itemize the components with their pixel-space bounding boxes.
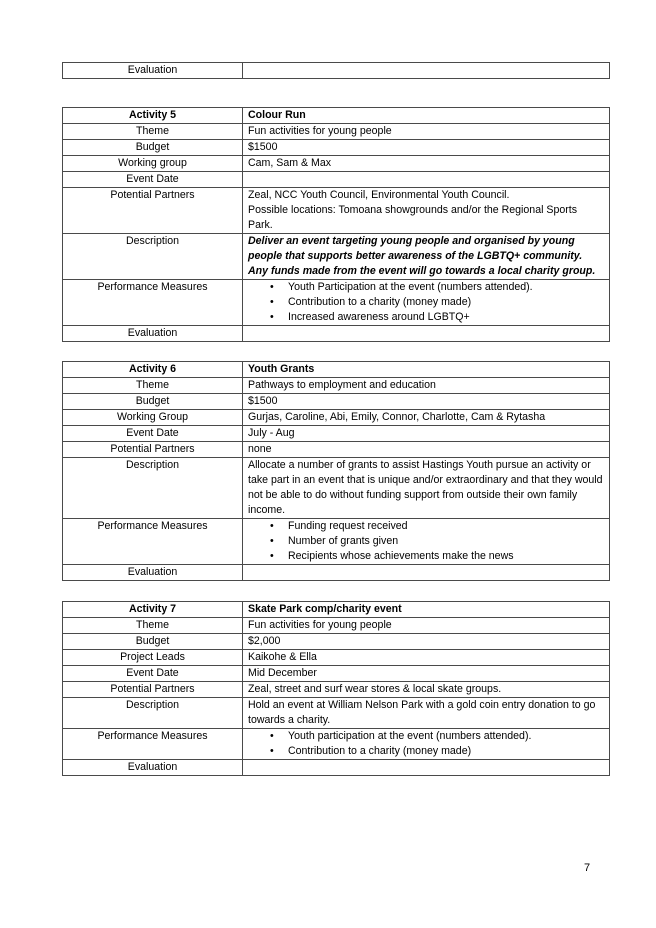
table-row [63,442,610,458]
table-row [63,108,610,124]
project-leads-label: Project Leads [63,650,243,666]
table-row [63,188,610,234]
performance-measures-label: Performance Measures [63,729,243,760]
theme-label: Theme [63,124,243,140]
performance-measures-label: Performance Measures [63,519,243,565]
list-item: • Youth Participation at the event (numbers attended). [248,280,604,295]
activity-label: Activity 6 [63,362,243,378]
measures-list [248,519,604,564]
event-date-value: Mid December [243,666,610,682]
table-row [63,618,610,634]
activity-title: Skate Park comp/charity event [243,602,610,618]
table-row [63,698,610,729]
table-row [63,519,610,565]
table-row [63,378,610,394]
working-group-label: Working Group [63,410,243,426]
table-row [63,362,610,378]
partners-label: Potential Partners [63,442,243,458]
table-row [63,760,610,776]
description-label: Description [63,234,243,280]
evaluation-value [243,565,610,581]
list-item: • Increased awareness around LGBTQ+ [248,310,604,325]
activity-7-table [62,601,610,776]
table-row [63,124,610,140]
budget-label: Budget [63,634,243,650]
table-row [63,326,610,342]
evaluation-label: Evaluation [63,760,243,776]
description-value: Deliver an event targeting young people and organised by young people that supports better awareness of the LGBTQ+ community. Any funds made from the event will go towards a local charity group. [243,234,610,280]
event-date-value: July - Aug [243,426,610,442]
activity-label: Activity 5 [63,108,243,124]
page-number: 7 [584,862,591,874]
event-date-value [243,172,610,188]
performance-measures-value [243,280,610,326]
table-row [63,426,610,442]
budget-value: $1500 [243,140,610,156]
table-row [63,140,610,156]
budget-label: Budget [63,140,243,156]
evaluation-value [243,760,610,776]
evaluation-label: Evaluation [63,63,243,79]
theme-value: Fun activities for young people [243,124,610,140]
table-row [63,682,610,698]
table-row [63,234,610,280]
table-row [63,565,610,581]
description-label: Description [63,698,243,729]
budget-value: $1500 [243,394,610,410]
locations-line: Possible locations: Tomoana showgrounds and/or the Regional Sports Park. [248,204,578,231]
table-row [63,172,610,188]
event-date-label: Event Date [63,666,243,682]
evaluation-value [243,63,610,79]
theme-value: Pathways to employment and education [243,378,610,394]
activity-label: Activity 7 [63,602,243,618]
table-row [63,650,610,666]
list-item: • Youth participation at the event (numbers attended). [248,729,604,744]
partners-value: none [243,442,610,458]
evaluation-label: Evaluation [63,565,243,581]
partners-value: Zeal, street and surf wear stores & local skate groups. [243,682,610,698]
event-date-label: Event Date [63,426,243,442]
table-row [63,280,610,326]
description-label: Description [63,458,243,519]
working-group-label: Working group [63,156,243,172]
evaluation-value [243,326,610,342]
list-item: • Contribution to a charity (money made) [248,295,604,310]
table-row [63,63,610,79]
table-row [63,634,610,650]
activity-title: Youth Grants [243,362,610,378]
table-row [63,666,610,682]
partners-value [243,188,610,234]
measures-list [248,280,604,325]
event-date-label: Event Date [63,172,243,188]
list-item: • Contribution to a charity (money made) [248,744,604,759]
activity-4-table-fragment [62,62,610,79]
partners-label: Potential Partners [63,188,243,234]
list-item: • Recipients whose achievements make the news [248,549,604,564]
working-group-value: Cam, Sam & Max [243,156,610,172]
budget-value: $2,000 [243,634,610,650]
performance-measures-value [243,729,610,760]
budget-label: Budget [63,394,243,410]
activity-5-table [62,107,610,342]
table-row [63,602,610,618]
table-row [63,458,610,519]
table-row [63,394,610,410]
activity-6-table [62,361,610,581]
table-row [63,410,610,426]
partners-line: Zeal, NCC Youth Council, Environmental Youth Council. [248,189,510,201]
measures-list [248,729,604,759]
theme-value: Fun activities for young people [243,618,610,634]
partners-label: Potential Partners [63,682,243,698]
theme-label: Theme [63,378,243,394]
performance-measures-label: Performance Measures [63,280,243,326]
theme-label: Theme [63,618,243,634]
performance-measures-value [243,519,610,565]
table-row [63,156,610,172]
evaluation-label: Evaluation [63,326,243,342]
activity-title: Colour Run [243,108,610,124]
table-row [63,729,610,760]
description-value: Hold an event at William Nelson Park with a gold coin entry donation to go towards a charity. [243,698,610,729]
description-value: Allocate a number of grants to assist Hastings Youth pursue an activity or take part in an event that is unique and/or extraordinary and that they would not be able to do without funding support from outside their own family income. [243,458,610,519]
working-group-value: Gurjas, Caroline, Abi, Emily, Connor, Charlotte, Cam & Rytasha [243,410,610,426]
project-leads-value: Kaikohe & Ella [243,650,610,666]
list-item: • Funding request received [248,519,604,534]
list-item: • Number of grants given [248,534,604,549]
